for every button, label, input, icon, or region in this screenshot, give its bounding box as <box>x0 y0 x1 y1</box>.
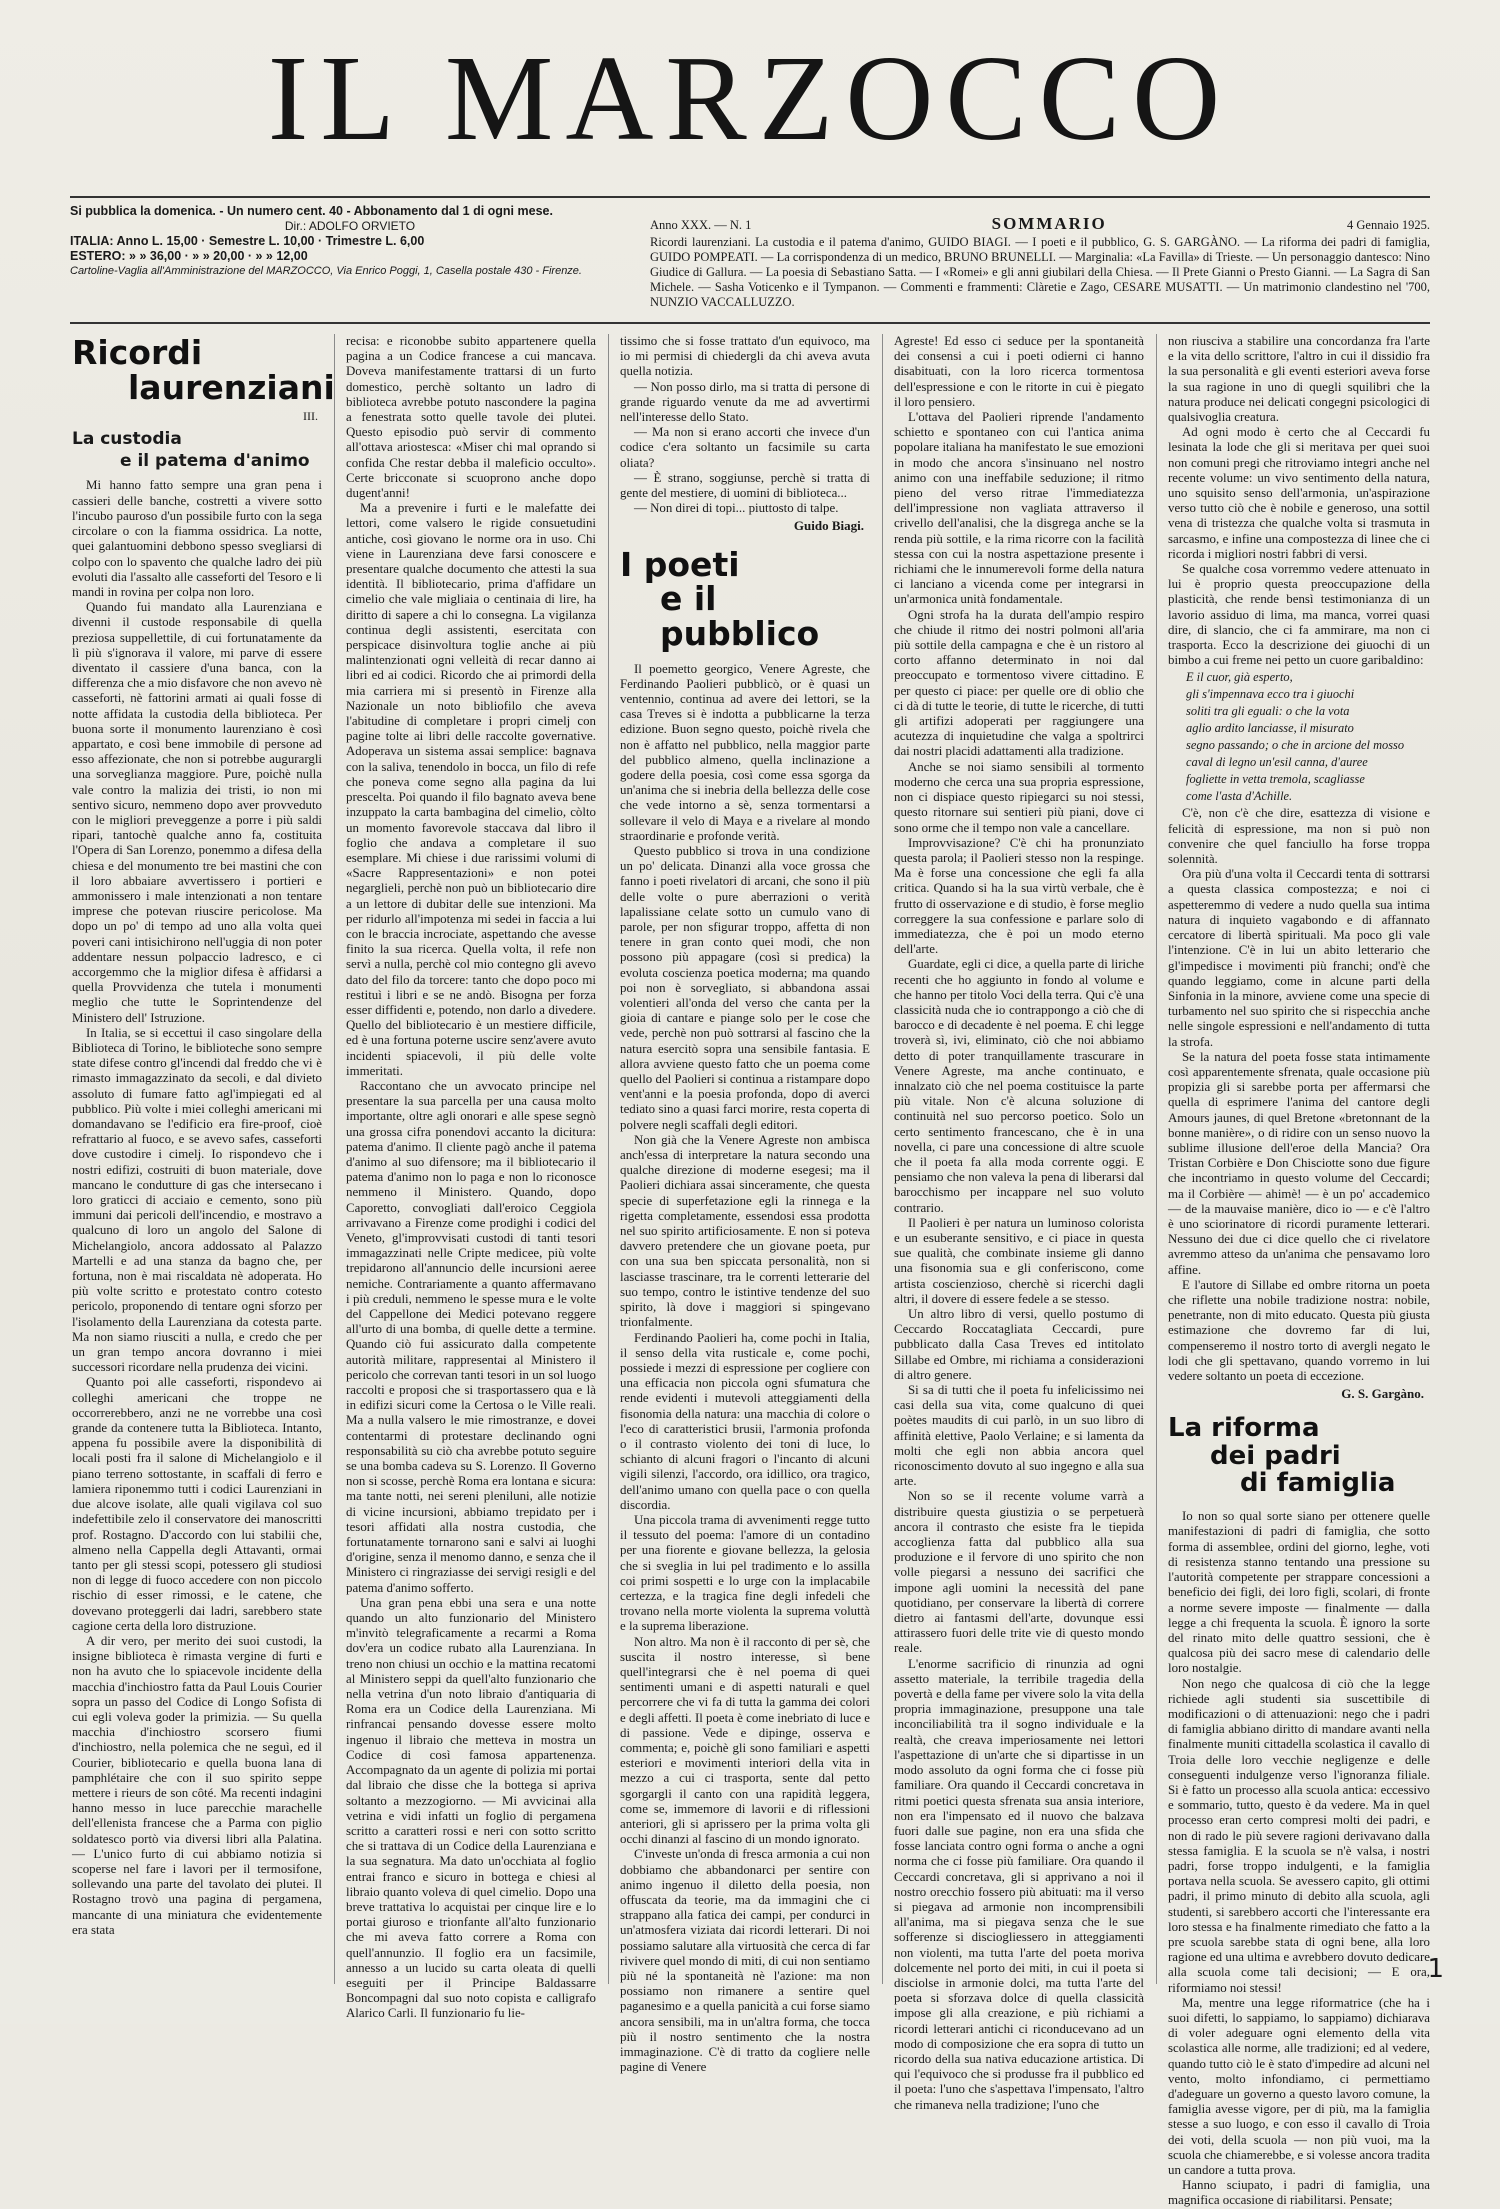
paragraph: Se la natura del poeta fosse stata intimamente così apparentemente sfrenata, quale occasione più propizia gli si sarebbe porta per affermarsi che quella di esprimere l'anima del cantore degli Amours jaunes, di quel Bretone «bretonnant de la bonne manière», o di ridire con un senso nuovo la sublime illusione dell'eroe della Mancia? Ora Tristan Corbière e Don Chisciotte sono due figure che incontriamo in questo volume del Ceccardi; ma il Corbière — ahimè! — è un po' accademico — de la mauvaise manière, dico io — e c'è l'altro è uno sciorinatore di ricordi puramente letterari. Nessuno dei due ci dice quello che ci rivelatore avremmo atteso da un'anima che pensavamo loro affine. <box>1168 1049 1430 1277</box>
paragraph: Quanto poi alle casseforti, rispondevo ai colleghi americani che troppe ne occorrerebbero, anzi ne ne vorrebbe una così grande da contenere tutta la Biblioteca. Intanto, appena fu possibile avere la disponibilità di locali posti fra il salone di Michelangiolo e il piano terreno sottostante, in scaffali di ferro e lamiera riponemmo tutti i codici Laurenziani in due alcove isolate, alle quali vigilava col suo indefettibile zelo il conservatore dei manoscritti prof. Rostagno. D'accordo con lui stabilii che, almeno nella Cappella degli Attavanti, ormai tanto per gli stessi scopi, potessero gli studiosi non di legge di fuoco accedere con non piccolo rischio di esser rimossi, e le catene, che dovevano proteggerli dai ladri, sarebbero state cagione certa della loro distruzione. <box>72 1375 322 1633</box>
verse-line: segno passando; o che in arcione del mosso <box>1186 738 1405 753</box>
paragraph: Guardate, egli ci dice, a quella parte di liriche recenti che ho aggiunto in fondo al volume e che hanno per titolo Voci della terra. Qui c'è una classicità nuda che io contrappongo a ciò che di barocco e di decadente è nel poema. E chi legge troverà sì, ivi, eliminato, ciò che noi abbiamo detto di poter tranquillamente trascurare in Venere Agreste, ma anche continuato, e innalzato ciò che nel poema costituisce la parte più vitale. Non c'è alcuna soluzione di continuità nel suo percorso poetico. Solo un certo sentimento francescano, che è in una novella, ci pare una concessione di altre scuole che il poeta fa alla moda corrente oggi. E pensiamo che non valeva la pena di liberarsi dal barocchismo per incappare nel suo voluto contrario. <box>894 957 1144 1215</box>
paragraph: — Ma non si erano accorti che invece d'un codice c'era soltanto un facsimile su carta oliata? <box>620 425 870 470</box>
issue-date: 4 Gennaio 1925. <box>1347 218 1430 232</box>
header-rule-top <box>70 196 1430 198</box>
masthead-title: IL MARZOCCO <box>267 31 1233 166</box>
paragraph: Ferdinando Paolieri ha, come pochi in Italia, il senso della vita rusticale e, come pochi, possiede i mezzi di espressione per cogliere con una efficacia non piccola ogni sfumatura che rende evidenti i mutevoli atteggiamenti della fisonomia della natura: una macchia di colore o l'eco di caratteristici brusii, l'armonia profonda o il contrasto violento dei toni di luce, lo schianto di alcuni fragori o l'incanto di alcuni vigili silenzi, l'accordo, ora idillico, ora tragico, dell'animo umano con quella pace o con quella discordia. <box>620 1330 870 1512</box>
page-number: 1 <box>1427 1954 1444 1984</box>
verse-line: E il cuor, già esperto, <box>1186 670 1293 685</box>
column-2 <box>346 334 596 2021</box>
paragraph: Non altro. Ma non è il racconto di per sè, che suscita il nostro interesse, sì bene quell'integrarsi che è nel poema di quei sentimenti umani e di aspetti naturali e quel percorrere che vi fa di tutta la gamma dei colori e degli affetti. Il poeta è come inebriato di luce e di passione. Vede e dipinge, osserva e commenta; e, poichè gli sono familiari e aspetti esteriori e movimenti interiori della vita in mezzo a cui ci trasporta, sente dal petto sgorgargli il canto con una rapidità leggera, come se, immemore di lavorii e di riflessioni anteriori, gli si aprissero per la prima volta gli occhi dinanzi al fascino di un mondo ignorato. <box>620 1634 870 1847</box>
column-divider <box>882 334 883 1984</box>
verse-line: soliti tra gli eguali: o che la vota <box>1186 704 1350 719</box>
paragraph: A dir vero, per merito dei suoi custodi, la insigne biblioteca è rimasta vergine di furti e non ha avuto che lo spiacevole incidente della macchia d'inchiostro fatta da Paul Louis Courier sopra un passo del Codice di Longo Sofista di cui egli voleva goder la primizia. — Su quella macchia d'inchiostro scorsero fiumi d'inchiostro, nella polemica che ne seguì, ed il Courier, bibliotecario e quella buona lana di pamphlétaire che con il suo spirito seppe mettere i rieurs de son côté. Ma recenti indagini hanno messo in luce parecchie marachelle dell'ellenista francese che a Parma con piglio soldatesco portò via diversi libri alla Palatina. — L'unico furto di cui abbiamo notizia si scoperse nel fare i lavori per il termosifone, sollevando una parte del tavolato dei plutei. Il Rostagno trovò una pagina di pergamena, mancante di una miniatura che evidentemente era stata <box>72 1633 322 1937</box>
paragraph: recisa: e riconobbe subito appartenere quella pagina a un Codice francese a cui mancava. Doveva manifestamente trattarsi di un furto domestico, perchè soltanto un ladro di biblioteca avrebbe potuto nascondere la pagina a fenestrata sotto quelle tavole dei plutei. Questo episodio può servir di commento all'ottava ariostesca: «Miser chi mal oprando si confida Che restar debba il maleficio occulto». Certe bricconate si scuoprono anche dopo dugent'anni! <box>346 334 596 501</box>
issue-number: Anno XXX. — N. 1 <box>650 218 752 232</box>
publication-info <box>70 204 630 279</box>
paragraph: Io non so qual sorte siano per ottenere quelle manifestazioni di padri di famiglia, che sotto forma di assemblee, ordini del giorno, leghe, voti di resistenza stanno tentando una pressione su l'autorità competente per strappare concessioni a beneficio dei figli, dei loro figli, scolari, di fronte a norme severe imposte — finalmente — dalla legge a chi frequenta la scuola. È ignoro la sorte del rinato mito delle quattro sessioni, che è qualcosa più dei sacro mese di calendario delle loro nostalgie. <box>1168 1509 1430 1676</box>
column-divider <box>334 334 335 1984</box>
paragraph: Ogni strofa ha la durata dell'ampio respiro che chiude il ritmo dei nostri polmoni all'aria più sottile della campagna e che è un ristoro al corto affanno determinato in noi dal preoccupato e tormentoso vivere cittadino. E per questo ci piace: per quelle ore di oblio che ci dà di tutte le teorie, di tutte le ricerche, di tutti gli artifizi adoperati per raggiungere una acutezza di inquietudine che valga a spoltrirci dai nostri placidi adattamenti alla tradizione. <box>894 607 1144 759</box>
paragraph: Ora più d'una volta il Ceccardi tenta di sottrarsi a questa classica compostezza; e noi ci aspetteremmo di vedere a nudo quella sua intima natura di inquieto vagabondo e di affannato cercatore di libertà spirituali. Ma poco gli vale l'intenzione. C'è in lui un abito letterario che gl'impedisce i movimenti più franchi; ond'è che quando leggiamo, come in alcune parti della Sinfonia in la minore, avviene come una specie di turbamento nel suo spirito che si rispecchia anche nelle singole espressioni e nell'andamento di tutta la strofa. <box>1168 867 1430 1049</box>
subscription-italia: ITALIA: Anno L. 15,00 · Semestre L. 10,00 · Trimestre L. 6,00 <box>70 234 425 248</box>
article-signature: G. S. Gargàno. <box>1341 1386 1424 1402</box>
article-headline-riforma: La riforma dei padri di famiglia <box>1168 1413 1396 1498</box>
paragraph: Agreste! Ed esso ci seduce per la spontaneità dei consensi a cui i poeti odierni ci hanno disabituati, con la loro ricerca tormentosa dell'espressione e con le ritorte in cui è piegato il loro pensiero. <box>894 334 1144 409</box>
paragraph: Un altro libro di versi, quello postumo di Ceccardo Roccatagliata Ceccardi, pure pubblicato dalla Casa Treves ed intitolato Sillabe ed Ombre, mi richiama a considerazioni di altro genere. <box>894 1307 1144 1382</box>
article-part-number: III. <box>303 409 318 424</box>
paragraph: — È strano, soggiunse, perchè si tratta di gente del mestiere, di uomini di biblioteca... <box>620 470 870 501</box>
verse-line: fogliette in vetta tremola, scagliasse <box>1186 772 1365 787</box>
paragraph: Il Paolieri è per natura un luminoso colorista e un esuberante sensitivo, e ci piace in questa sue qualità, che combinate insieme gli danno una fisonomia sua e gli conferiscono, come artista coscienzioso, cherchè si ricerchi dagli altri, il dovere di essere fedele a se stesso. <box>894 1215 1144 1306</box>
article-subheadline: La custodia e il patema d'animo <box>72 429 310 472</box>
paragraph: — Non direi di topi... piuttosto di talpe. <box>634 501 839 516</box>
toc-title: SOMMARIO <box>991 214 1107 233</box>
paragraph: Ad ogni modo è certo che al Ceccardi fu lesinata la lode che gli si meritava per quei suoi non comuni pregi che ritroviamo integri anche nel recente volume: un vivo sentimento della natura, uno squisito senso dell'armonia, un'aspirazione verso tutto ciò che è nobile e generoso, una sottil vena di tristezza che qualche volta si trasmuta in sarcasmo, e infine una compostezza di linee che ci ricorda i migliori nostri fabbri di versi. <box>1168 425 1430 561</box>
verse-line: aglio ardito lanciasse, il misurato <box>1186 721 1354 736</box>
paragraph: Quando fui mandato alla Laurenziana e divenni il custode responsabile di quella preziosa suppellettile, di cui fortunatamente da lì più s'ignorava il valore, mi parve di essere diventato il cassiere d'una banca, con la differenza che a mio disfavore che non avevo nè casseforti, nè fattorini armati ai quali fosse di notte affidata la custodia della biblioteca. Per buona sorte il monumento laurenziano è così appartato, e così bene immobile di persone ad esso affezionate, che non si potrebbe augurargli una sorveglianza maggiore. Pure, poichè nulla vale contro la malizia dei tristi, io non mi sentivo sicuro, nemmeno dopo aver provveduto con le migliori preveggenze a porre i più saldi ripari, tantochè qualche anno fa, costituita l'Opera di San Lorenzo, ponemmo a difesa della chiesa e del monumento tre bei mastini che con il loro abbaiare avvertissero i portieri e ammonissero i male intenzionati a non tentare imprese che potevan riuscire pericolose. Ma dopo un po' di tempo ad uno alla volta quei poveri cani intisichirono nell'uggia di non poter addentare nessun polpaccio ladresco, e ci accorgemmo che la miglior difesa è affidarsi a quella Provvidenza che tutela i monumenti meglio che tutte le Soprintendenze del Ministero dell' Istruzione. <box>72 600 322 1025</box>
paragraph: E l'autore di Sillabe ed ombre ritorna un poeta che riflette una nobile tradizione nostra: nobile, penetrante, non di mito educato. Questa più giusta estimazione che dovremo far di lui, compenseremo il nostro torto di avergli negato le lodi che gli spettavano, quando vorremo in lui vedere soltanto un poeta di eccezione. <box>1168 1277 1430 1383</box>
article-headline-poeti: I poeti e il pubblico <box>620 544 820 653</box>
publication-address: Cartoline-Vaglia all'Amministrazione del MARZOCCO, Via Enrico Poggi, 1, Casella postale 430 - Firenze. <box>70 265 582 277</box>
article-signature: Guido Biagi. <box>793 518 864 534</box>
subscription-estero: ESTERO: » » 36,00 · » » 20,00 · » » 12,00 <box>70 249 308 263</box>
paragraph: — Non posso dirlo, ma si tratta di persone di grande riguardo venute da me ad avvertirmi nell'interesse dello Stato. <box>620 379 870 425</box>
paragraph: L'enorme sacrificio di rinunzia ad ogni assetto materiale, la terribile tragedia della povertà e della fame per vivere solo la vita della propria immaginazione, presuppone una tale inconciliabilità tra il sogno individuale e la realtà, che creava imperiosamente nei lettori l'aspettazione di un'arte che si dipartisse in un modo assoluto da ogni forma che ci fosse più familiare. Ora quando il Ceccardi concretava in ritmi poetici questa sfrenata sua ansia interiore, non era l'impensato ed il nuovo che balzava fuori dalle sue pagine, non era una sfida che fosse lanciata contro ogni forma o anche a ogni norma che ci fosse più familiare. Ora quando il Ceccardi concretava, gli si apprivano a noi il nostro orecchio fossero più abituati: ma il verso si piegava ad armonie non incomprensibili all'anima, ma si piegava senza che le sue sofferenze si disciogliessero in atteggiamenti non violenti, ma tutta l'arte del poeta moriva dolcemente nel porto dei miti, in cui il poeta si disciolse in armonie dolci, ma tutta l'arte del poeta si sforzava dolce di quella classicità impose gli alla creazione, e più richiami a ricordi letterari antichi ci riconducevano ad un modo di composizione che era sopra di tutto un ricordo della sua nativa educazione artistica. Di qui l'equivoco che si produsse fra il pubblico ed il poeta: l'uno che s'aspettava l'impensato, l'altro che rimaneva nella tradizione; l'uno che <box>894 1656 1144 2112</box>
header-rule-bottom <box>70 322 1430 324</box>
column-4 <box>894 334 1144 2112</box>
paragraph: Ma, mentre una legge riformatrice (che ha i suoi difetti, lo sappiamo, lo sappiamo) dichiarava di voler adeguare ogni elemento della vita scolastica alle norme, alle tradizioni; ed al vedere, quando tutto ciò le è stato d'impedire ad alcuni nel vento, molto infondiamo, ci permettiamo d'adeguare un governo a questo lavoro comune, la famiglia avesse vigore, per di più, ma la famiglia stesse a suo luogo, e con esso il cavallo di Troia dei voti, della scuola — non più vuoi, ma la scuola che chiamerebbe, e si volesse ancora tradita un candore a tutta prova. <box>1168 1995 1430 2178</box>
table-of-contents <box>650 216 1430 310</box>
paragraph: Non già che la Venere Agreste non ambisca anch'essa di interpretare la natura secondo una qualche direzione di moderne esegesi; ma il Paolieri dichiara assai sinceramente, che questa specie di superfetazione egli la rinnega e la rigetta completamente, essendosi essa prodotta nel suo spirito artificiosamente. E non si poteva davvero pretendere che un giovane poeta, pur con una sua ben spiccata personalità, non si lasciasse trascinare, tra le correnti letterarie del suo tempo, contro le istintive tendenze del suo spirito, là dove i maggiori si spingevano trionfalmente. <box>620 1132 870 1330</box>
column-5 <box>1168 334 1430 2208</box>
poem-quote <box>1168 670 1430 804</box>
paragraph: C'è, non c'è che dire, esattezza di visione e felicità di espressione, ma non si può non convenire che quel fanciullo ha forse troppa solennità. <box>1168 806 1430 867</box>
column-divider <box>1156 334 1157 1984</box>
paragraph: Se qualche cosa vorremmo vedere attenuato in lui è proprio questa preoccupazione della plasticità, che rende bensì testimonianza di un lavorio assiduo di lima, ma manca, vorrei quasi dire, di slancio, che ci fa ammirare, ma non ci trasporta. Ecco la descrizione dei giuochi di un bimbo a cui freme nei petto un cuore garibaldino: <box>1168 562 1430 668</box>
paragraph: Una piccola trama di avvenimenti regge tutto il tessuto del poema: l'amore di un contadino per una fiorente e giovane bellezza, la gelosia che si sveglia in lui pel tradimento e lo assilla coi primi sospetti e lo urge con la implacabile certezza, e la tragica fine degli infedeli che trovano nella morte violenta la suprema voluttà e la suprema liberazione. <box>620 1512 870 1634</box>
paragraph: Una gran pena ebbi una sera e una notte quando un alto funzionario del Ministero m'invitò telegraficamente a recarmi a Roma dov'era un codice rubato alla Laurenziana. In treno non chiusi un occhio e la mattina recatomi al Ministero seppi da quell'alto funzionario che nella vetrina d'un noto libraio d'antiquaria di Roma era un Codice della Laurenziana. Mi rinfrancai pensando dovesse essere molto ingenuo il libraio che metteva in mostra un Codice di così famosa appartenenza. Accompagnato da un agente di polizia mi portai dal libraio che disse che la bottega si apriva soltanto a mezzogiorno. — Mi avvicinai alla vetrina e vidi infatti un foglio di pergamena scritto a caratteri rossi e neri con sotto scritto che si trattava di un Codice della Laurenziana e la sua segnatura. Ma dato un'occhiata al foglio entrai franco e sicuro in bottega e chiesi al libraio quanto voleva di quel cimelio. Dopo una breve trattativa lo acquistai per cinque lire e lo portai giuroso e trionfante all'alto funzionario che mi aveva fatto correre a Roma con quell'annunzio. Il foglio era un facsimile, annesso a un lucido su carta oleata di quelli eseguiti per il Principe Baldassarre Boncompagni dal suo noto copista e calligrafo Alarico Carli. Il funzionario fu lie- <box>346 1595 596 2021</box>
paragraph: Ma a prevenire i furti e le malefatte dei lettori, come valsero le rigide consuetudini antiche, così giovano le norme ora in uso. Chi viene in Laurenziana deve farsi conoscere e presentare qualche documento che attesti la sua identità. Il bibliotecario, prima d'affidare un cimelio che vale migliaia o centinaia di lire, ha diritto di sapere a chi lo consegna. La vigilanza continua degli assistenti, esercitata con perspicace disinvoltura toglie anche ai più malintenzionati ogni velleità di recar danno ai libri ed ai codici. Ricordo che ai primordi della mia carriera mi si presentò in Firenze alla Nazionale un noto bibliofilo che aveva l'abitudine di completare i propri cimelj con pagine tolte ai libri delle raccolte governative. Adoperava un sistema assai semplice: bagnava con la saliva, tenendolo in bocca, un filo di refe che poneva come segno alla pagina da lui prescelta. Poi quando il filo bagnato aveva bene inzuppato la carta bambagina del cimelio, còlto un momento favorevole staccava dal libro il foglio che andava a completare il suo esemplare. Mi chiese i due rarissimi volumi di «Sacre Rappresentazioni» e non potei negarglieli, perchè non può un bibliotecario dire a un lettore di dubitar delle sue intenzioni. Ma per ridurlo all'impotenza mi sedei in faccia a lui con le braccia incrociate, aspettando che avesse finito la sua ricerca. Quella volta, il refe non servì a nulla, perchè col mio contegno gli avevo dato del filo da torcere: tanto che dopo poco mi restituì i libri e se ne andò. Bisogna per forza esser diffidenti e, potendo, non darlo a divedere. Quello del bibliotecario è un mestiere difficile, ed è una fortuna poterne uscire senz'avere avuto incidenti spiacevoli, il più delle volte immeritati. <box>346 501 596 1078</box>
paragraph: In Italia, se si eccettui il caso singolare della Biblioteca di Torino, le biblioteche sono sempre state difese contro gl'incendi dal freddo che vi è rimasto immagazzinato da secoli, e dal divieto assoluto di fumare fatto agl'impiegati ed al pubblico. Più volte i miei colleghi americani mi domandavano se l'edificio era fire-proof, cioè refrattario al fuoco, e se avevo safes, casseforti dove custodire i cimelj. Io rispondevo che i nostri edifizi, costruiti di buon materiale, dove mancano le condutture di gas che intersecano i loro graticci di acciaio e cemento, sono più immuni dai pericoli dell'incendio, e mostravo a qualcuno di loro un angolo del Salone di Michelangiolo, ancora addossato al Palazzo Martelli e ad una stanza da bagno che, per fortuna, non è mai riscaldata nè adoperata. Ho più volte scritto e protestato contro cotesto pericolo, proponendo di tentare ogni sforzo per l'isolamento della Laurenziana da cotesta parte. Ma non siamo riusciti a nulla, e credo che per un gran tempo ancora dovranno i miei successori ricordare nella prudenza dei vicini. <box>72 1025 322 1375</box>
paragraph: Mi hanno fatto sempre una gran pena i cassieri delle banche, costretti a vivere sotto l'incubo pauroso d'un possibile furto con la sega circolare o con la fiamma ossidrica. La notte, quei galantuomini debbono spesso svegliarsi di colpo con lo spavento che qualche ladro dei più evoluti dia l'assalto alle casseforti del Tesoro e li mandi in rovina per colpa non loro. <box>72 478 322 599</box>
paragraph: Raccontano che un avvocato principe nel presentare la sua parcella per una causa molto importante, oltre agli onorari e alle spese segnò una grossa cifra ponendovi accanto la dicitura: patema d'animo. Il cliente pagò anche il patema d'animo al suo difensore; ma il bibliotecario il patema d'animo non lo paga e non lo riconosce nemmeno il Ministero. Quando, dopo Caporetto, convogliati dall'eroico Ceggiola arrivavano a Firenze come prodighi i codici del Veneto, gl'improvvisati custodi di tanti tesori immagazzinati nelle Cripte medicee, più volte trepidarono all'annuncio delle incursioni aeree nemiche. Contrariamente a quanto affermavano i più creduli, nemmeno le spesse mura e le volte del Cappellone dei Medici potevano reggere all'urto di una bomba, di quelle dette a termine. Quando ciò fui assicurato dalla competente autorità militare, rappresentai al Ministero il pericolo che correvan tanti tesori in un sol luogo raccolti e proposi che si trasportassero qua e là in edifizi sicuri come la Certosa o le Ville reali. Ma a nulla valsero le mie rimostranze, e dovei contentarmi di protestare declinando ogni responsabilità su ciò cha avrebbe potuto seguire se una bomba cadeva su S. Lorenzo. Il Governo non si scosse, perchè Roma era lontana e sicura: ma tante notti, nei sereni pleniluni, alle notizie di vicine incursioni, abbiamo trepidato per i tesori affidati alla nostra custodia, che fortunatamente tornarono sani e salvi ai luoghi d'origine, senza il menomo danno, e senza che il Ministero ci ringraziasse dei servigi resigli e del patema d'animo sofferto. <box>346 1078 596 1595</box>
paragraph: L'ottava del Paolieri riprende l'andamento schietto e spontaneo con cui l'antica anima popolare italiana ha manifestato le sue emozioni in modo che ancora s'insinuano nel nostro animo con una ineffabile seduzione; il ritmo pieno del verso ritrae l'immediatezza dell'impressione non vagliata attraverso il crivello dell'analisi, che la disgrega anche se la renda più sottile, e la rima ricorre con la facilità stessa con cui la nostra aspettazione presente i richiami che le innumerevoli forme della natura ci lanciano a vicenda come per integrarsi in un'armonica unità fondamentale. <box>894 410 1144 607</box>
paragraph: Non nego che qualcosa di ciò che la legge richiede agli studenti sia suscettibile di modificazioni o di attenuazioni: nego che i padri di famiglia abbiano diritto di mandare avanti nella finalmente muniti cittadella scolastica il cavallo di Troia delle loro vecchie negligenze e delle conseguenti indulgenze verso l'ignoranza filiale. Si è fatto un processo alla scuola antica: eccessivo e sommario, tutto, questo è da vedere. Ma in quel processo eran certo compresi molti dei padri, e non di rado le più severe ragioni derivavano dalla stessa famiglia. E la scuola se n'è valsa, i nostri padri, forse troppo indulgenti, e la famiglia portava nella scuola. Se avessero capito, gli ottimi padri, il primo minuto di debito alla scuola, agli studenti, si sarebbero accorti che l'interessante era loro stessa e ha finalmente rimediato che fatto a la pre scuola sarebbe stata di ogni bene, alla loro ragione ed una ultima e avrebbero dovuto dedicare alla scuola come tali decisioni; — E ora, riformiamo noi stessi! <box>1168 1676 1430 1995</box>
verse-line: come l'asta d'Achille. <box>1186 789 1293 804</box>
paragraph: Non so se il recente volume varrà a distribuire questa giustizia o se perpetuerà ancora il contrasto che esiste fra le tiepida accoglienza fatta dal pubblico alla sua produzione e il fervore di uno spirito che non volle piegarsi a nessuno dei sacrifici che impone agli uomini la necessità del pane quotidiano, per conservare la libertà di correre dietro ai fantasmi dell'arte, dovunque essi attirassero fuori delle trite vie di questo mondo reale. <box>894 1489 1144 1656</box>
paragraph: Improvvisazione? C'è chi ha pronunziato questa parola; il Paolieri stesso non la respinge. Ma è forse una concessione che egli fa alla critica. Quando si ha la sua virtù verbale, che è frutto di osservazione e di studio, è forse meglio correggere la sua confessione e parlare solo di immediatezza, che è poi un modo eterno dell'arte. <box>894 835 1144 957</box>
column-1 <box>72 333 335 1984</box>
paragraph: Anche se noi siamo sensibili al tormento moderno che cerca una sua propria espressione, non ci dispiace questo ripiegarci su noi stessi, questo ritornare sui sentieri più piani, dove ci sono orme che il tempo non vale a cancellare. <box>894 759 1144 835</box>
verse-line: caval di legno un'esil canna, d'auree <box>1186 755 1368 770</box>
toc-text: Ricordi laurenziani. La custodia e il patema d'animo, GUIDO BIAGI. — I poeti e il pubblico, G. S. GARGÀNO. — La riforma dei padri di famiglia, GUIDO POMPEATI. — La corrispondenza di un medico, BRUNO BRUNELLI. — Marginalia: «La Favilla» di Trieste. — Un personaggio dantesco: Nino Giudice di Gallura. — La poesia di Sebastiano Satta. — I «Romei» e gli anni giubilari della Chiesa. — Il Prete Gianni o Presto Gianni. — La Sagra di San Michele. — Sasha Voticenko e il Tympanon. — Commenti e frammenti: Clàretie e Zago, CESARE MUSATTI. — Un matrimonio clandestino nel '700, NUNZIO VACCALLUZZO. <box>650 235 1430 309</box>
paragraph: Si sa di tutti che il poeta fu infelicissimo nei casi della sua vita, come qualcuno di quei poètes maudits di cui parlò, in un suo libro di affinità elettive, Paolo Verlaine; e si lamenta da molti che egli non abbia ancora quel riconoscimento dovuto al suo ingegno e alla sua arte. <box>894 1383 1144 1489</box>
paragraph: tissimo che si fosse trattato d'un equivoco, ma io mi permisi di chiedergli da chi aveva avuta quella notizia. <box>620 334 870 379</box>
article-headline-ricordi: Ricordi laurenziani <box>72 333 335 407</box>
verse-line: gli s'impennava ecco tra i giuochi <box>1186 687 1355 702</box>
publication-line: Si pubblica la domenica. - Un numero cent. 40 - Abbonamento dal 1 di ogni mese. <box>70 204 553 218</box>
director-line: Dir.: ADOLFO ORVIETO <box>284 219 416 233</box>
paragraph: Hanno sciupato, i padri di famiglia, una magnifica occasione di riabilitarsi. Pensate; <box>1168 2178 1430 2208</box>
column-3 <box>620 334 870 2075</box>
paragraph: Questo pubblico si trova in una condizione un po' delicata. Dinanzi alla voce grossa che fanno i poeti rivelatori di arcani, che sono il più delle volte o pure aberrazioni o verità lapalissiane celate sotto un cumulo vano di parole, per non sfigurar troppo, affetta di non tenere in gran conto quei modi, che non possono più appagare (così si predica) la evoluta coscienza poetica moderna; ma quando poi non è sorvegliato, si abbandona assai volentieri all'onda del verso che canta per la gioia di cantare e piange solo per le cose che vede, perchè non può sottrarsi al fascino che la natura esercitò sopra una sensibile fantasia. E allora avviene questo fatto che un poema come quello del Paolieri si continua a ristampare dopo vent'anni e la poesia profonda, dopo di averci tediato sino a quasi farci morire, resta coperta di polvere negli scaffali degli editori. <box>620 844 870 1132</box>
paragraph: non riusciva a stabilire una concordanza fra l'arte e la vita dello scrittore, l'altro in cui il dissidio fra la sua personalità e gli eventi esteriori aveva forse la sua ragione in uno di quegli squilibri che la natura produce nei delicati congegni psicologici di qualsivoglia creatura. <box>1168 334 1430 425</box>
column-divider <box>608 334 609 1984</box>
article-body <box>72 478 322 1938</box>
paragraph: C'investe un'onda di fresca armonia a cui non dobbiamo che abbandonarci per sentire con animo ingenuo il diletto della poesia, non offuscata da teorie, ma da immagini che ci strappano alla fatica dei campi, per condurci in un'atmosfera viziata dai ricordi letterari. Di noi possiamo salutare alla virtuosità che cerca di far rivivere quel mondo di miti, di cui non sentiamo più né la spontaneità nè l'azione: ma non possiamo non rimanere a sentire quel paganesimo e a quella panicità a cui forse siamo ancora sensibili, ma in un'altra forma, che tocca più il nostro sentimento che la nostra immaginazione. C'è di tratto da cogliere nelle pagine di Venere <box>620 1847 870 2075</box>
paragraph: Il poemetto georgico, Venere Agreste, che Ferdinando Paolieri pubblicò, or è quasi un ventennio, continua ad avere dei lettori, se la casa Treves si è indotta a pubblicarne la terza edizione. Buon segno questo, poichè rivela che non è affatto nel pubblico, nella maggior parte del pubblico almeno, quella inclinazione a godere della poesia, così come essa sgorga da un'anima che si inebria della bellezza delle cose che vede intorno a sè, senza tormentarsi a sollevare il velo di Maya e a rivelare al mondo straordinarie e profonde verità. <box>620 661 870 843</box>
